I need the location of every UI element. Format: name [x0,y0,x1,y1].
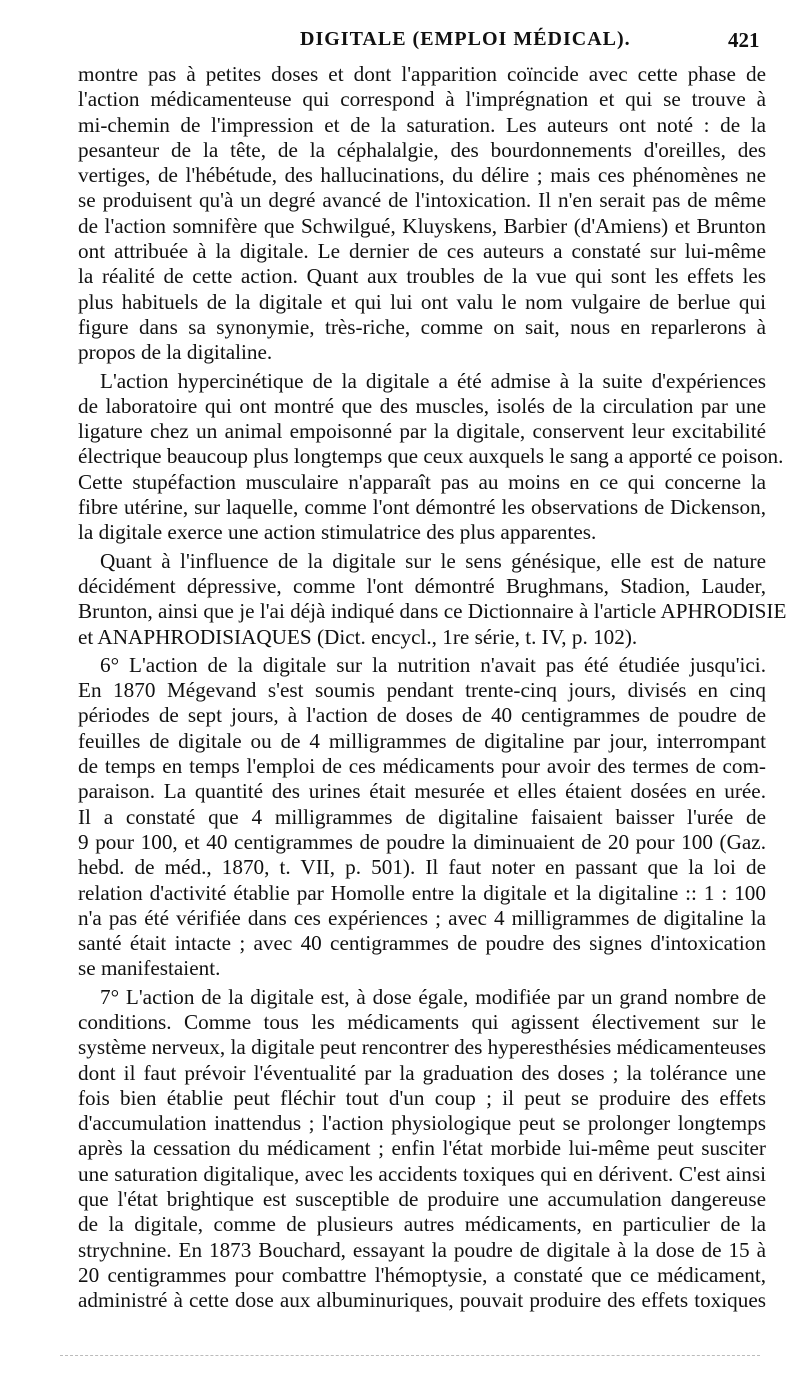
text-line: 7° L'action de la digitale est, à dose égale, modifiée par un grand nombre de [100,984,766,1009]
text-line: pesanteur de la tête, de la céphalalgie, des bourdonnements d'oreilles, des [78,137,766,162]
text-line: ligature chez un animal empoisonné par la digitale, conservent leur excitabilité [78,419,766,444]
text-line: l'action médicamenteuse qui correspond à l'imprégnation et qui se trouve à [78,87,766,112]
text-line: santé était intacte ; avec 40 centigrammes de poudre des signes d'intoxication [78,931,766,956]
text-line: mi-chemin de l'impression et de la saturation. Les auteurs ont noté : de la [78,112,766,137]
text-line: la réalité de cette action. Quant aux troubles de la vue qui sont les effets les [78,264,766,289]
text-line: une saturation digitalique, avec les accidents toxiques qui en dérivent. C'est ainsi [78,1161,766,1186]
text-line: hebd. de méd., 1870, t. VII, p. 501). Il faut noter en passant que la loi de [78,855,766,880]
text-line: En 1870 Mégevand s'est soumis pendant trente-cinq jours, divisés en cinq [78,678,766,703]
text-line: se produisent qu'à un degré avancé de l'intoxication. Il n'en serait pas de même [78,188,766,213]
text-line: figure dans sa synonymie, très-riche, comme on sait, nous en reparlerons à [78,314,766,339]
text-line: que l'état brightique est susceptible de produire une accumulation dangereuse [78,1187,766,1212]
paragraph [78,368,784,546]
text-line: strychnine. En 1873 Bouchard, essayant la poudre de digitale à la dose de 15 à [78,1237,766,1262]
paragraph [78,985,766,1314]
text-line: décidément dépressive, comme l'ont démontré Brughmans, Stadion, Lauder, [78,573,766,598]
text-line: Quant à l'influence de la digitale sur le sens génésique, elle est de nature [100,548,766,573]
text-line: paraison. La quantité des urines était mesurée et elles étaient dosées en urée. [78,779,766,804]
text-line: n'a pas été vérifiée dans ces expériences ; avec 4 milligrammes de digitaline la [78,905,766,930]
text-line: feuilles de digitale ou de 4 milligrammes de digitaline par jour, interrompant [78,728,766,753]
text-line: système nerveux, la digitale peut rencontrer des hyperesthésies médicamenteuses [78,1035,766,1060]
text-line: d'accumulation inattendus ; l'action physiologique peut se prolonger longtemps [78,1111,766,1136]
text-line: vertiges, de l'hébétude, des hallucinations, du délire ; mais ces phénomènes ne [78,163,766,188]
running-title: DIGITALE (EMPLOI MÉDICAL). [300,28,631,50]
page-body [78,62,787,1314]
text-line: conditions. Comme tous les médicaments qui agissent électivement sur le [78,1009,766,1034]
text-line: fibre utérine, sur laquelle, comme l'ont démontré les observations de Dickenson, [78,495,766,520]
text-line: montre pas à petites doses et dont l'apparition coïncide avec cette phase de [78,62,766,86]
text-line: de l'action somnifère que Schwilgué, Kluyskens, Barbier (d'Amiens) et Brunton [78,213,766,238]
text-line: périodes de sept jours, à l'action de doses de 40 centigrammes de poudre de [78,703,766,728]
text-line: propos de la digitaline. [78,340,273,365]
text-line: et ANAPHRODISIAQUES (Dict. encycl., 1re série, t. IV, p. 102). [78,624,638,649]
paragraph [78,548,787,650]
text-line: électrique beaucoup plus longtemps que ceux auxquels le sang a apporté ce poison. [78,444,784,469]
text-line: Brunton, ainsi que je l'ai déjà indiqué dans ce Dictionnaire à l'article APHRODISIE [78,599,787,624]
text-line: fois bien établie peut fléchir tout d'un coup ; il peut se produire des effets [78,1085,766,1110]
text-line: se manifestaient. [78,956,221,981]
text-line: 20 centigrammes pour combattre l'hémoptysie, a constaté que ce médicament, [78,1262,766,1287]
text-line: 6° L'action de la digitale sur la nutrition n'avait pas été étudiée jusqu'ici. [100,652,766,677]
running-header [0,28,800,58]
text-line: de temps en temps l'emploi de ces médicaments pour avoir des termes de com- [78,754,766,779]
page-number: 421 [728,28,760,52]
text-line: relation d'activité établie par Homolle entre la digitale et la digitaline :: 1 : 100 [78,880,766,905]
text-line: dont il faut prévoir l'éventualité par la graduation des doses ; la tolérance une [78,1060,766,1085]
text-line: après la cessation du médicament ; enfin l'état morbide lui-même peut susciter [78,1136,766,1161]
text-line: plus habituels de la digitale et qui lui ont valu le nom vulgaire de berlue qui [78,289,766,314]
text-line: administré à cette dose aux albuminuriques, pouvait produire des effets toxiques [78,1288,766,1313]
paragraph [78,653,766,982]
text-line: Cette stupéfaction musculaire n'apparaît pas au moins en ce qui concerne la [78,469,766,494]
paragraph [78,62,766,366]
footer-rule [60,1355,760,1357]
text-line: Il a constaté que 4 milligrammes de digitaline faisaient baisser l'urée de [78,804,766,829]
text-line: la digitale exerce une action stimulatrice des plus apparentes. [78,520,597,545]
text-line: 9 pour 100, et 40 centigrammes de poudre la diminuaient de 20 pour 100 (Gaz. [78,829,766,854]
text-line: ont attribuée à la digitale. Le dernier de ces auteurs a constaté sur lui-même [78,239,766,264]
text-line: de laboratoire qui ont montré que des muscles, isolés de la circulation par une [78,393,766,418]
text-line: de la digitale, comme de plusieurs autres médicaments, en particulier de la [78,1212,766,1237]
text-line: L'action hypercinétique de la digitale a été admise à la suite d'expériences [100,368,766,393]
